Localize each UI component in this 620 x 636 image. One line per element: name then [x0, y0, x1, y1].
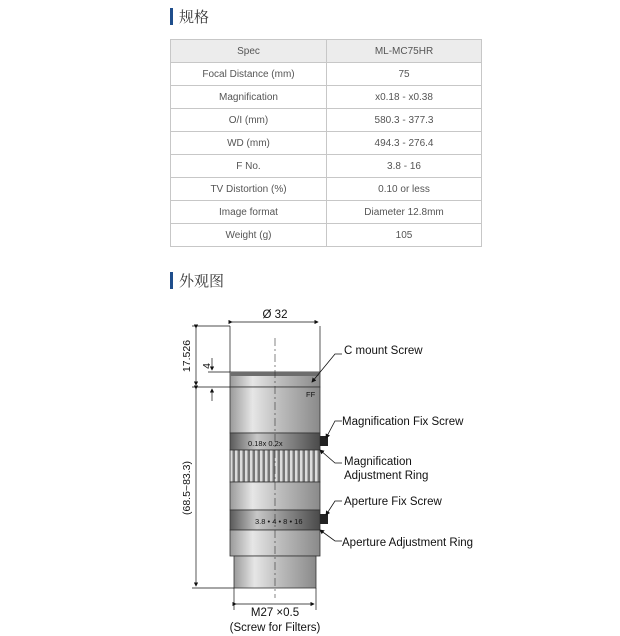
magnification-fix-screw[interactable] — [320, 436, 328, 446]
table-row — [171, 132, 482, 155]
spec-heading-title: 规格 — [179, 7, 210, 26]
aperture-scale-text: 3.8 • 4 • 8 • 16 — [255, 517, 303, 526]
spec-label: O/I (mm) — [171, 109, 327, 132]
spec-value: Diameter 12.8mm — [327, 201, 482, 224]
spec-label: Weight (g) — [171, 224, 327, 247]
spec-label: TV Distortion (%) — [171, 178, 327, 201]
table-row — [171, 155, 482, 178]
spec-label: F No. — [171, 155, 327, 178]
spec-section-heading — [170, 6, 209, 26]
dim-17-label: 17.526 — [181, 339, 193, 373]
lens-body — [230, 338, 328, 598]
diameter-label: Ø 32 — [262, 309, 288, 321]
spec-value: 580.3 - 377.3 — [327, 109, 482, 132]
thread-note-label: (Screw for Filters) — [229, 622, 321, 634]
aperture-fix-screw[interactable] — [320, 514, 328, 524]
magnification-fix-screw-label: Magnification Fix Screw — [342, 416, 464, 428]
magnification-scale-text: 0.18x 0.2x — [248, 439, 283, 448]
spec-value: 3.8 - 16 — [327, 155, 482, 178]
spec-value: 494.3 - 276.4 — [327, 132, 482, 155]
magnification-ring-label-2: Adjustment Ring — [344, 470, 429, 482]
spec-header-label: Spec — [171, 40, 327, 63]
spec-table-header-row — [171, 40, 482, 63]
spec-label: Focal Distance (mm) — [171, 63, 327, 86]
table-row — [171, 201, 482, 224]
spec-value: 105 — [327, 224, 482, 247]
spec-label: Magnification — [171, 86, 327, 109]
view-section-heading — [170, 270, 224, 290]
aperture-ring-label: Aperture Adjustment Ring — [342, 537, 474, 549]
heading-accent-bar — [170, 272, 173, 289]
dim-4-label: 4 — [201, 363, 213, 369]
spec-table — [170, 39, 482, 247]
spec-value: x0.18 - x0.38 — [327, 86, 482, 109]
spec-header-model: ML-MC75HR — [327, 40, 482, 63]
dim-total-label: (68.5~83.3) — [181, 461, 193, 515]
lens-outline-drawing — [160, 298, 490, 636]
table-row — [171, 178, 482, 201]
thread-label: M27 ×0.5 — [250, 607, 300, 619]
spec-label: WD (mm) — [171, 132, 327, 155]
view-heading-title: 外观图 — [179, 271, 225, 290]
ff-mark: FF — [306, 390, 316, 399]
heading-accent-bar — [170, 8, 173, 25]
spec-value: 75 — [327, 63, 482, 86]
table-row — [171, 224, 482, 247]
aperture-fix-screw-label: Aperture Fix Screw — [344, 496, 442, 508]
spec-label: Image format — [171, 201, 327, 224]
table-row — [171, 63, 482, 86]
magnification-ring-label-1: Magnification — [344, 456, 412, 468]
spec-value: 0.10 or less — [327, 178, 482, 201]
table-row — [171, 109, 482, 132]
c-mount-screw-label: C mount Screw — [344, 345, 423, 357]
table-row — [171, 86, 482, 109]
